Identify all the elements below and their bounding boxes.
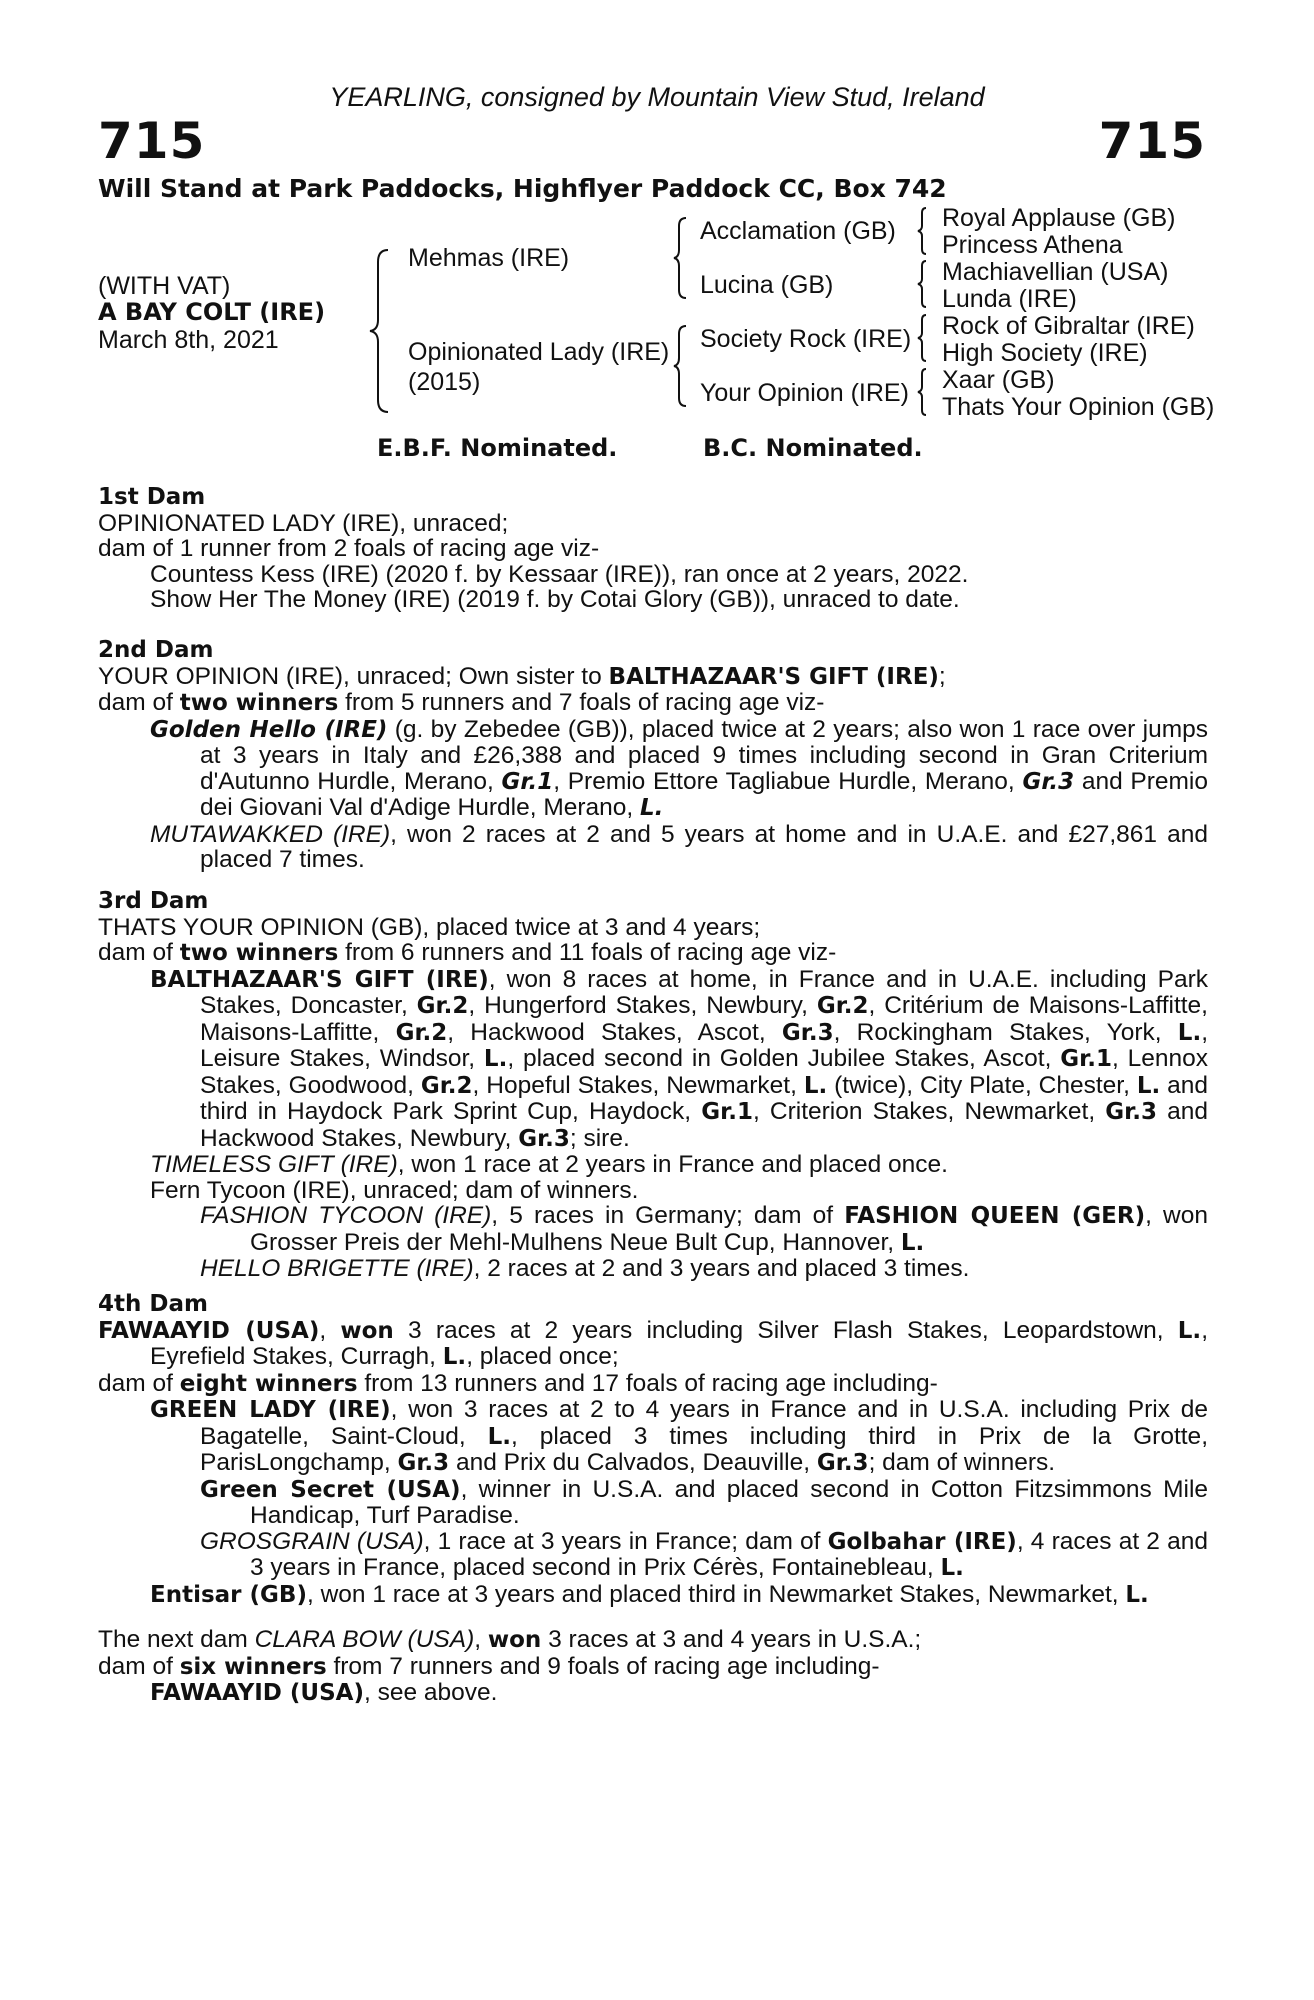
granddam-3: High Society (IRE) — [942, 339, 1148, 367]
pedigree-brace-dam — [672, 324, 688, 408]
produce-entry: Show Her The Money (IRE) (2019 f. by Cotai Glory (GB)), unraced to date. — [150, 586, 960, 613]
grandsire-4: Xaar (GB) — [942, 366, 1055, 394]
third-dam-line: THATS YOUR OPINION (GB), placed twice at 3 and 4 years; — [98, 913, 761, 941]
consignment-line: YEARLING, consigned by Mountain View Stud, Ireland — [329, 82, 985, 112]
granddam-2: Lunda (IRE) — [942, 285, 1077, 313]
grandsire-1: Royal Applause (GB) — [942, 204, 1176, 232]
dam-dam-name: Your Opinion (IRE) — [700, 379, 909, 407]
second-dam-section — [98, 638, 1208, 873]
produce-entry-grosgrain: GROSGRAIN (USA), 1 race at 3 years in France; dam of Golbahar (IRE), 4 races at 2 and 3 years in France, placed second in Prix Cérès, Fontainebleau, L. — [200, 1527, 1208, 1581]
produce-entry-fashion-tycoon: FASHION TYCOON (IRE), 5 races in Germany; dam of FASHION QUEEN (GER), won Grosser Preis der Mehl-Mulhens Neue Bult Cup, Hannover, L. — [200, 1202, 1208, 1256]
granddam-1: Princess Athena — [942, 231, 1123, 259]
sire-dam-name: Lucina (GB) — [700, 271, 834, 299]
vat-label: (WITH VAT) — [98, 272, 231, 300]
produce-entry-green-lady: GREEN LADY (IRE), won 3 races at 2 to 4 years in France and in U.S.A. including Prix de Bagatelle, Saint-Cloud, L., placed 3 times including third in Prix de la Grotte, ParisLongchamp, Gr.3 and Prix du Calvados, Deauville, Gr.3; dam of winners. — [150, 1396, 1208, 1476]
produce-entry-timeless-gift: TIMELESS GIFT (IRE), won 1 race at 2 years in France and placed once. — [150, 1151, 948, 1178]
sire-sire-name: Acclamation (GB) — [700, 217, 896, 245]
first-dam-produce-line: dam of 1 runner from 2 foals of racing age viz- — [98, 535, 600, 562]
first-dam-heading: 1st Dam — [98, 484, 206, 510]
fourth-dam-heading: 4th Dam — [98, 1291, 208, 1317]
fourth-dam-line: FAWAAYID (USA), won 3 races at 2 years including Silver Flash Stakes, Leopardstown, L., Eyrefield Stakes, Curragh, L., placed once; — [98, 1316, 1208, 1370]
second-dam-line: YOUR OPINION (IRE), unraced; Own sister to BALTHAZAAR'S GIFT (IRE); — [98, 662, 946, 690]
first-dam-line: OPINIONATED LADY (IRE), unraced; — [98, 509, 509, 537]
next-dam-line: The next dam CLARA BOW (USA), won 3 races at 3 and 4 years in U.S.A.; — [98, 1626, 922, 1653]
lot-number-left: 715 — [98, 112, 206, 170]
lot-number-right: 715 — [1098, 112, 1206, 170]
produce-entry-green-secret: Green Secret (USA), winner in U.S.A. and placed second in Cotton Fitzsimmons Mile Handicap, Turf Paradise. — [200, 1475, 1209, 1529]
third-dam-produce-line: dam of two winners from 6 runners and 11 foals of racing age viz- — [98, 939, 837, 966]
second-dam-heading: 2nd Dam — [98, 637, 214, 663]
pedigree-brace-g1 — [916, 206, 928, 256]
grandsire-2: Machiavellian (USA) — [942, 258, 1169, 286]
dam-sire-name: Society Rock (IRE) — [700, 325, 912, 353]
dam-name: Opinionated Lady (IRE) — [408, 338, 670, 366]
granddam-4: Thats Your Opinion (GB) — [942, 393, 1215, 421]
pedigree-brace-sire — [672, 216, 688, 300]
pedigree-brace-main — [368, 248, 390, 414]
pedigree-brace-g4 — [916, 367, 928, 417]
pedigree-brace-g2 — [916, 259, 928, 309]
produce-entry-entisar: Entisar (GB), won 1 race at 3 years and placed third in Newmarket Stakes, Newmarket, L. — [150, 1580, 1149, 1608]
produce-entry-golden-hello: Golden Hello (IRE) (g. by Zebedee (GB)), placed twice at 2 years; also won 1 race over jumps at 3 years in Italy and £26,388 and placed 9 times including second in Gran Criterium d'Autunno Hurdle, Merano, Gr.1, Premio Ettore Tagliabue Hurdle, Merano, Gr.3 and Premio dei Giovani Val d'Adige Hurdle, Merano, L. — [150, 715, 1208, 821]
produce-entry-mutawakked: MUTAWAKKED (IRE), won 2 races at 2 and 5 years at home and in U.A.E. and £27,861 and placed 7 times. — [150, 820, 1208, 873]
foaling-date: March 8th, 2021 — [98, 326, 279, 354]
produce-entry-fawaayid: FAWAAYID (USA), see above. — [150, 1679, 498, 1706]
bc-nominated: B.C. Nominated. — [703, 434, 923, 462]
sire-name: Mehmas (IRE) — [408, 244, 570, 272]
dam-year: (2015) — [408, 368, 481, 396]
fourth-dam-produce-line: dam of eight winners from 13 runners and 17 foals of racing age including- — [98, 1369, 938, 1397]
produce-entry-hello-brigette: HELLO BRIGETTE (IRE), 2 races at 2 and 3 years and placed 3 times. — [200, 1255, 970, 1282]
stand-location: Will Stand at Park Paddocks, Highflyer Paddock CC, Box 742 — [98, 174, 947, 203]
produce-entry-balthazaars-gift: BALTHAZAAR'S GIFT (IRE), won 8 races at home, in France and in U.A.E. including Park Stakes, Doncaster, Gr.2, Hungerford Stakes, Newbury, Gr.2, Critérium de Maisons-Laffitte, Maisons-Laffitte, Gr.2, Hackwood Stakes, Ascot, Gr.3, Rockingham Stakes, York, L., Leisure Stakes, Windsor, L., placed second in Golden Jubilee Stakes, Ascot, Gr.1, Lennox Stakes, Goodwood, Gr.2, Hopeful Stakes, Newmarket, L. (twice), City Plate, Chester, L. and third in Haydock Park Sprint Cup, Haydock, Gr.1, Criterion Stakes, Newmarket, Gr.3 and Hackwood Stakes, Newbury, Gr.3; sire. — [150, 965, 1209, 1152]
third-dam-section — [98, 889, 1208, 1282]
horse-name: A BAY COLT (IRE) — [98, 298, 326, 326]
fourth-dam-section — [98, 1292, 1208, 1608]
pedigree-brace-g3 — [916, 313, 928, 363]
next-dam-produce-line: dam of six winners from 7 runners and 9 foals of racing age including- — [98, 1652, 880, 1680]
third-dam-heading: 3rd Dam — [98, 888, 209, 914]
produce-entry: Countess Kess (IRE) (2020 f. by Kessaar (IRE)), ran once at 2 years, 2022. — [150, 560, 969, 588]
ebf-nominated: E.B.F. Nominated. — [377, 434, 618, 462]
next-dam-section — [98, 1627, 1208, 1707]
second-dam-produce-line: dam of two winners from 5 runners and 7 foals of racing age viz- — [98, 689, 825, 716]
grandsire-3: Rock of Gibraltar (IRE) — [942, 312, 1195, 340]
produce-entry-fern-tycoon: Fern Tycoon (IRE), unraced; dam of winners. — [150, 1176, 639, 1204]
first-dam-section — [98, 485, 1208, 613]
